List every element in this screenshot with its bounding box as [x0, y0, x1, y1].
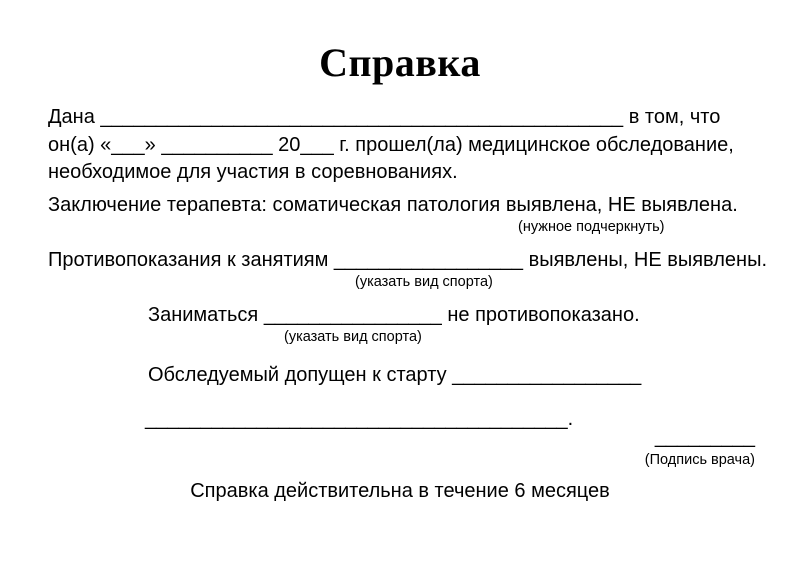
therapist-conclusion-text: Заключение терапевта: соматическая патология выявлена, НЕ выявлена.	[48, 194, 738, 216]
intro-line-date-exam: он(а) «___» __________ 20___ г. прошел(ла) медицинское обследование,	[48, 133, 734, 156]
intro-line-issued-to: Дана _______________________________________________ в том, что	[48, 106, 721, 128]
sport-type-note-1: (указать вид спорта)	[355, 274, 493, 290]
intro-line-competitions: необходимое для участия в соревнованиях.	[48, 161, 458, 183]
doctor-signature-line: _________	[654, 426, 755, 448]
validity-statement: Справка действительна в течение 6 месяцев	[190, 480, 610, 502]
contraindications-text: Противопоказания к занятиям _________________ выявлены, НЕ выявлены.	[48, 249, 767, 271]
underline-needed-note: (нужное подчеркнуть)	[518, 219, 665, 235]
document-title: Справка	[319, 40, 481, 85]
doctor-signature-label: (Подпись врача)	[644, 452, 755, 468]
admission-blank-line: ______________________________________.	[145, 408, 574, 430]
practice-allowed-text: Заниматься ________________ не противопоказано.	[148, 304, 640, 326]
intro-paragraph	[48, 104, 770, 187]
sport-type-note-2: (указать вид спорта)	[284, 329, 422, 345]
admission-to-start-text: Обследуемый допущен к старту _________________	[148, 364, 642, 386]
signature-area	[645, 424, 755, 469]
